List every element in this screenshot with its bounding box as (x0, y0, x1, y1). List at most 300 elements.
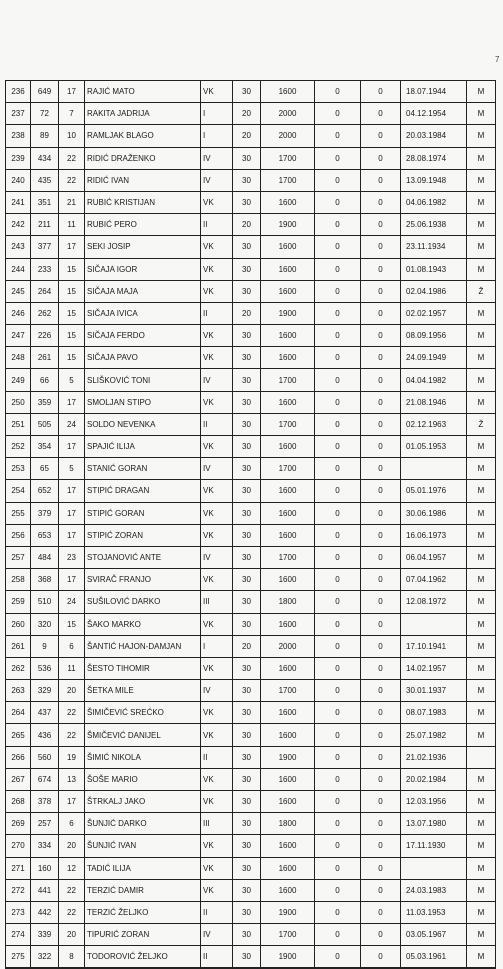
registry-rows (6, 81, 496, 969)
table-row (6, 480, 496, 502)
cell-id: 9 (31, 635, 59, 657)
table-row (6, 347, 496, 369)
cell-months: 30 (233, 325, 261, 347)
cell-grade: I (201, 125, 233, 147)
cell-sex (467, 746, 496, 768)
cell-amount: 1700 (261, 458, 315, 480)
cell-no: 262 (6, 657, 31, 679)
cell-no: 273 (6, 901, 31, 923)
cell-amount: 1700 (261, 924, 315, 946)
cell-months: 30 (233, 236, 261, 258)
cell-no: 244 (6, 258, 31, 280)
cell-c1: 0 (315, 946, 361, 968)
cell-id: 505 (31, 413, 59, 435)
cell-sex: M (467, 835, 496, 857)
cell-amount: 1700 (261, 546, 315, 568)
cell-name: ŠOŠE MARIO (85, 768, 201, 790)
table-row (6, 657, 496, 679)
cell-c1: 0 (315, 524, 361, 546)
cell-no: 256 (6, 524, 31, 546)
cell-grade: VK (201, 81, 233, 103)
cell-no: 238 (6, 125, 31, 147)
cell-no: 265 (6, 724, 31, 746)
cell-birth-date: 06.04.1957 (401, 546, 467, 568)
cell-months: 30 (233, 857, 261, 879)
cell-amount: 1600 (261, 280, 315, 302)
table-row (6, 524, 496, 546)
cell-grade: IV (201, 680, 233, 702)
cell-sex: M (467, 236, 496, 258)
cell-amount: 2000 (261, 635, 315, 657)
cell-name: RIDIĆ DRAŽENKO (85, 147, 201, 169)
cell-id: 436 (31, 724, 59, 746)
cell-n: 17 (59, 524, 85, 546)
cell-c1: 0 (315, 436, 361, 458)
cell-months: 30 (233, 81, 261, 103)
cell-n: 17 (59, 81, 85, 103)
cell-months: 20 (233, 125, 261, 147)
cell-months: 30 (233, 391, 261, 413)
table-row (6, 147, 496, 169)
table-row (6, 413, 496, 435)
table-row (6, 791, 496, 813)
cell-id: 329 (31, 680, 59, 702)
cell-n: 22 (59, 724, 85, 746)
cell-grade: II (201, 901, 233, 923)
cell-amount: 1600 (261, 702, 315, 724)
cell-amount: 1600 (261, 768, 315, 790)
cell-grade: VK (201, 502, 233, 524)
cell-c2: 0 (361, 436, 401, 458)
cell-c2: 0 (361, 458, 401, 480)
cell-id: 437 (31, 702, 59, 724)
cell-grade: VK (201, 724, 233, 746)
cell-name: TIPURIĆ ZORAN (85, 924, 201, 946)
table-row (6, 502, 496, 524)
cell-id: 674 (31, 768, 59, 790)
cell-sex: Ž (467, 413, 496, 435)
cell-n: 17 (59, 569, 85, 591)
cell-amount: 1800 (261, 591, 315, 613)
cell-no: 254 (6, 480, 31, 502)
cell-name: TODOROVIĆ ŽELJKO (85, 946, 201, 968)
cell-name: TADIĆ ILIJA (85, 857, 201, 879)
cell-c2: 0 (361, 591, 401, 613)
table-row (6, 901, 496, 923)
cell-c1: 0 (315, 81, 361, 103)
cell-sex: M (467, 546, 496, 568)
registry-table (5, 80, 496, 969)
cell-birth-date: 12.08.1972 (401, 591, 467, 613)
cell-c1: 0 (315, 791, 361, 813)
cell-amount: 1600 (261, 258, 315, 280)
cell-name: SIČAJA MAJA (85, 280, 201, 302)
cell-n: 5 (59, 458, 85, 480)
cell-name: RAKITA JADRIJA (85, 103, 201, 125)
cell-grade: II (201, 413, 233, 435)
table-row (6, 724, 496, 746)
cell-n: 15 (59, 325, 85, 347)
cell-amount: 1900 (261, 302, 315, 324)
cell-grade: IV (201, 546, 233, 568)
cell-n: 24 (59, 591, 85, 613)
cell-no: 252 (6, 436, 31, 458)
cell-no: 247 (6, 325, 31, 347)
cell-sex: M (467, 569, 496, 591)
cell-amount: 1600 (261, 657, 315, 679)
table-row (6, 169, 496, 191)
cell-birth-date: 05.03.1961 (401, 946, 467, 968)
cell-id: 264 (31, 280, 59, 302)
cell-c2: 0 (361, 835, 401, 857)
cell-birth-date: 20.03.1984 (401, 125, 467, 147)
cell-sex: M (467, 103, 496, 125)
table-row (6, 879, 496, 901)
cell-grade: VK (201, 258, 233, 280)
cell-birth-date: 16.06.1973 (401, 524, 467, 546)
cell-c1: 0 (315, 569, 361, 591)
cell-n: 12 (59, 857, 85, 879)
cell-c2: 0 (361, 169, 401, 191)
cell-no: 243 (6, 236, 31, 258)
table-row (6, 214, 496, 236)
cell-n: 17 (59, 436, 85, 458)
cell-sex: M (467, 613, 496, 635)
cell-no: 249 (6, 369, 31, 391)
cell-birth-date (401, 458, 467, 480)
cell-name: ŠUNJIĆ IVAN (85, 835, 201, 857)
cell-birth-date: 03.05.1967 (401, 924, 467, 946)
cell-id: 66 (31, 369, 59, 391)
cell-name: SOLDO NEVENKA (85, 413, 201, 435)
cell-grade: IV (201, 147, 233, 169)
cell-sex: M (467, 369, 496, 391)
cell-no: 272 (6, 879, 31, 901)
table-row (6, 591, 496, 613)
cell-grade: VK (201, 879, 233, 901)
cell-name: RIDIĆ IVAN (85, 169, 201, 191)
cell-c2: 0 (361, 103, 401, 125)
cell-id: 560 (31, 746, 59, 768)
cell-id: 442 (31, 901, 59, 923)
cell-no: 255 (6, 502, 31, 524)
cell-sex: M (467, 591, 496, 613)
cell-id: 160 (31, 857, 59, 879)
table-row (6, 236, 496, 258)
cell-grade: VK (201, 702, 233, 724)
cell-n: 15 (59, 347, 85, 369)
cell-c1: 0 (315, 236, 361, 258)
cell-name: ŠMIČEVIĆ DANIJEL (85, 724, 201, 746)
cell-c2: 0 (361, 347, 401, 369)
cell-c2: 0 (361, 702, 401, 724)
cell-c1: 0 (315, 125, 361, 147)
cell-months: 30 (233, 768, 261, 790)
cell-c1: 0 (315, 413, 361, 435)
cell-months: 30 (233, 791, 261, 813)
cell-grade: VK (201, 236, 233, 258)
cell-grade: VK (201, 768, 233, 790)
cell-no: 248 (6, 347, 31, 369)
cell-months: 30 (233, 591, 261, 613)
table-row (6, 835, 496, 857)
cell-c2: 0 (361, 236, 401, 258)
cell-grade: VK (201, 857, 233, 879)
cell-c1: 0 (315, 191, 361, 213)
cell-no: 239 (6, 147, 31, 169)
cell-birth-date: 01.08.1943 (401, 258, 467, 280)
cell-c1: 0 (315, 546, 361, 568)
cell-no: 261 (6, 635, 31, 657)
cell-n: 8 (59, 946, 85, 968)
cell-c1: 0 (315, 879, 361, 901)
cell-c2: 0 (361, 391, 401, 413)
cell-id: 334 (31, 835, 59, 857)
cell-birth-date: 25.07.1982 (401, 724, 467, 746)
cell-amount: 1600 (261, 524, 315, 546)
cell-birth-date: 25.06.1938 (401, 214, 467, 236)
cell-sex: M (467, 325, 496, 347)
cell-birth-date: 24.03.1983 (401, 879, 467, 901)
cell-no: 250 (6, 391, 31, 413)
cell-id: 510 (31, 591, 59, 613)
cell-no: 260 (6, 613, 31, 635)
cell-n: 7 (59, 103, 85, 125)
cell-sex: M (467, 768, 496, 790)
cell-months: 30 (233, 901, 261, 923)
cell-name: ŠIMIĆ NIKOLA (85, 746, 201, 768)
cell-months: 30 (233, 813, 261, 835)
cell-birth-date: 02.04.1986 (401, 280, 467, 302)
cell-c2: 0 (361, 191, 401, 213)
cell-name: SMOLJAN STIPO (85, 391, 201, 413)
cell-grade: VK (201, 835, 233, 857)
cell-name: ŠUNJIĆ DARKO (85, 813, 201, 835)
cell-birth-date: 24.09.1949 (401, 347, 467, 369)
cell-sex: M (467, 302, 496, 324)
cell-sex: M (467, 702, 496, 724)
cell-c1: 0 (315, 591, 361, 613)
cell-n: 20 (59, 835, 85, 857)
cell-months: 30 (233, 569, 261, 591)
cell-no: 266 (6, 746, 31, 768)
cell-name: RAMLJAK BLAGO (85, 125, 201, 147)
cell-grade: II (201, 746, 233, 768)
table-row (6, 813, 496, 835)
cell-id: 441 (31, 879, 59, 901)
table-row (6, 258, 496, 280)
cell-amount: 1600 (261, 480, 315, 502)
cell-n: 17 (59, 502, 85, 524)
cell-no: 240 (6, 169, 31, 191)
cell-birth-date: 14.02.1957 (401, 657, 467, 679)
cell-grade: VK (201, 280, 233, 302)
cell-months: 30 (233, 724, 261, 746)
table-row (6, 635, 496, 657)
cell-grade: I (201, 635, 233, 657)
cell-grade: III (201, 591, 233, 613)
cell-id: 378 (31, 791, 59, 813)
cell-c2: 0 (361, 613, 401, 635)
cell-months: 30 (233, 546, 261, 568)
cell-birth-date: 12.03.1956 (401, 791, 467, 813)
cell-grade: VK (201, 191, 233, 213)
cell-no: 264 (6, 702, 31, 724)
cell-n: 22 (59, 169, 85, 191)
cell-sex: M (467, 169, 496, 191)
cell-name: RUBIĆ KRISTIJAN (85, 191, 201, 213)
cell-c2: 0 (361, 214, 401, 236)
cell-n: 23 (59, 546, 85, 568)
cell-grade: I (201, 103, 233, 125)
table-row (6, 680, 496, 702)
cell-months: 30 (233, 702, 261, 724)
cell-c2: 0 (361, 813, 401, 835)
cell-name: ŠANTIĆ HAJON-DAMJAN (85, 635, 201, 657)
cell-c1: 0 (315, 502, 361, 524)
cell-name: TERZIĆ DAMIR (85, 879, 201, 901)
cell-id: 354 (31, 436, 59, 458)
cell-id: 377 (31, 236, 59, 258)
cell-name: RAJIĆ MATO (85, 81, 201, 103)
cell-months: 30 (233, 169, 261, 191)
cell-birth-date: 30.01.1937 (401, 680, 467, 702)
cell-n: 22 (59, 901, 85, 923)
cell-no: 271 (6, 857, 31, 879)
cell-c1: 0 (315, 347, 361, 369)
cell-amount: 1800 (261, 813, 315, 835)
table-row (6, 569, 496, 591)
cell-no: 246 (6, 302, 31, 324)
cell-c2: 0 (361, 302, 401, 324)
cell-n: 11 (59, 214, 85, 236)
cell-sex: M (467, 657, 496, 679)
cell-grade: VK (201, 569, 233, 591)
cell-id: 211 (31, 214, 59, 236)
cell-id: 65 (31, 458, 59, 480)
cell-amount: 2000 (261, 103, 315, 125)
cell-amount: 1900 (261, 946, 315, 968)
cell-name: RUBIĆ PERO (85, 214, 201, 236)
table-row (6, 746, 496, 768)
cell-sex: M (467, 436, 496, 458)
cell-amount: 1900 (261, 214, 315, 236)
cell-no: 275 (6, 946, 31, 968)
cell-amount: 1600 (261, 191, 315, 213)
cell-c2: 0 (361, 546, 401, 568)
cell-name: SIČAJA PAVO (85, 347, 201, 369)
cell-birth-date: 04.12.1954 (401, 103, 467, 125)
table-row (6, 613, 496, 635)
cell-id: 652 (31, 480, 59, 502)
cell-no: 269 (6, 813, 31, 835)
cell-months: 20 (233, 302, 261, 324)
cell-birth-date: 01.05.1953 (401, 436, 467, 458)
cell-amount: 1600 (261, 502, 315, 524)
cell-c2: 0 (361, 635, 401, 657)
cell-grade: II (201, 946, 233, 968)
cell-amount: 1700 (261, 169, 315, 191)
cell-grade: VK (201, 657, 233, 679)
cell-c1: 0 (315, 280, 361, 302)
cell-n: 22 (59, 879, 85, 901)
cell-c2: 0 (361, 901, 401, 923)
cell-birth-date: 07.04.1962 (401, 569, 467, 591)
cell-name: SIČAJA IGOR (85, 258, 201, 280)
cell-name: ŠESTO TIHOMIR (85, 657, 201, 679)
table-row (6, 924, 496, 946)
cell-id: 89 (31, 125, 59, 147)
cell-months: 30 (233, 924, 261, 946)
cell-amount: 1600 (261, 347, 315, 369)
cell-months: 20 (233, 214, 261, 236)
cell-sex: M (467, 791, 496, 813)
cell-grade: IV (201, 169, 233, 191)
cell-id: 262 (31, 302, 59, 324)
cell-c1: 0 (315, 325, 361, 347)
cell-birth-date (401, 613, 467, 635)
cell-id: 379 (31, 502, 59, 524)
table-row (6, 702, 496, 724)
cell-months: 30 (233, 835, 261, 857)
cell-c1: 0 (315, 901, 361, 923)
cell-c1: 0 (315, 924, 361, 946)
cell-id: 484 (31, 546, 59, 568)
cell-no: 245 (6, 280, 31, 302)
cell-no: 241 (6, 191, 31, 213)
cell-months: 30 (233, 746, 261, 768)
cell-no: 268 (6, 791, 31, 813)
cell-id: 435 (31, 169, 59, 191)
cell-sex: M (467, 724, 496, 746)
cell-months: 30 (233, 613, 261, 635)
cell-n: 17 (59, 236, 85, 258)
cell-c2: 0 (361, 657, 401, 679)
cell-c2: 0 (361, 81, 401, 103)
cell-n: 17 (59, 480, 85, 502)
cell-sex: M (467, 125, 496, 147)
cell-sex: M (467, 924, 496, 946)
cell-months: 30 (233, 258, 261, 280)
cell-grade: VK (201, 791, 233, 813)
cell-c1: 0 (315, 480, 361, 502)
cell-id: 434 (31, 147, 59, 169)
cell-id: 351 (31, 191, 59, 213)
cell-n: 15 (59, 613, 85, 635)
cell-n: 20 (59, 924, 85, 946)
cell-n: 22 (59, 147, 85, 169)
cell-sex: M (467, 458, 496, 480)
cell-name: STIPIĆ GORAN (85, 502, 201, 524)
cell-amount: 1700 (261, 147, 315, 169)
cell-months: 30 (233, 458, 261, 480)
cell-c1: 0 (315, 258, 361, 280)
cell-c2: 0 (361, 524, 401, 546)
cell-name: SLIŠKOVIĆ TONI (85, 369, 201, 391)
cell-id: 261 (31, 347, 59, 369)
cell-name: TERZIĆ ŽELJKO (85, 901, 201, 923)
cell-c2: 0 (361, 569, 401, 591)
cell-n: 15 (59, 258, 85, 280)
cell-c2: 0 (361, 480, 401, 502)
cell-amount: 2000 (261, 125, 315, 147)
cell-id: 649 (31, 81, 59, 103)
cell-no: 263 (6, 680, 31, 702)
cell-birth-date: 28.08.1974 (401, 147, 467, 169)
cell-c1: 0 (315, 657, 361, 679)
cell-sex: M (467, 391, 496, 413)
cell-c2: 0 (361, 946, 401, 968)
